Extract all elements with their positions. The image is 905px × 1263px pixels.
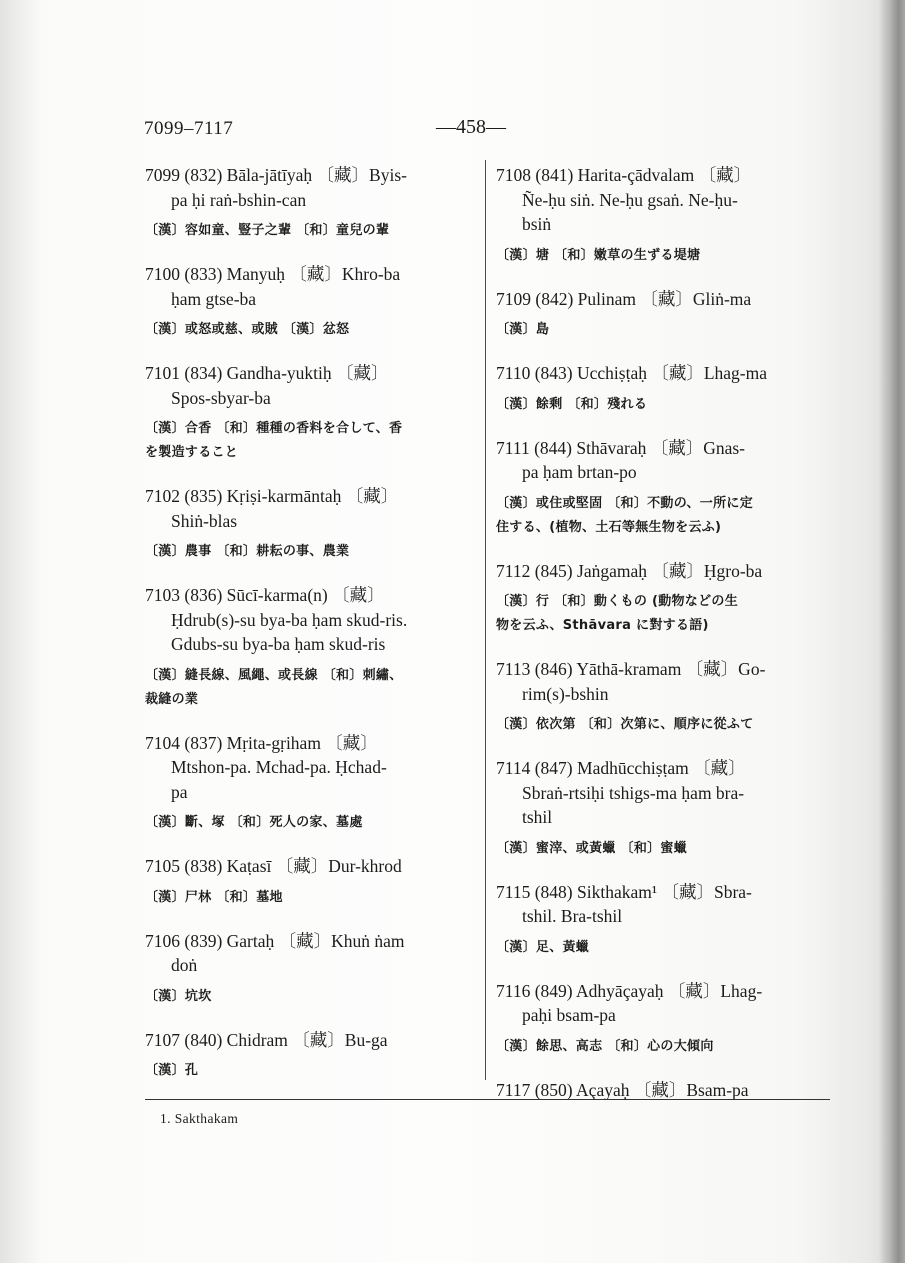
entry-continuation: rim(s)-bshin	[522, 683, 609, 704]
entry-continuation: Ḥdrub(s)-su bya-ba ḥam skud-ris.	[171, 609, 408, 630]
entry-translation: 〔漢〕餘思、高志 〔和〕心の大傾向	[496, 1038, 714, 1054]
dictionary-entry	[145, 163, 475, 242]
footnote-rule	[145, 1099, 830, 1100]
page-number: —458—	[436, 116, 506, 138]
entry-translation: 〔漢〕依次第 〔和〕次第に、順序に從ふて	[496, 717, 754, 732]
entry-headline: 7104 (837) Mṛita-gṛiham 〔藏〕	[145, 732, 378, 753]
entry-translation: を製造すること	[145, 445, 239, 460]
entry-translation: 物を云ふ、Sthāvara に對する語)	[496, 618, 709, 633]
entry-headline: 7100 (833) Manyuḥ 〔藏〕Khro-ba	[145, 264, 401, 284]
page-binding-shadow-left	[0, 0, 40, 1263]
entry-continuation: doṅ	[171, 955, 198, 975]
dictionary-entry	[145, 583, 475, 711]
right-column	[496, 163, 828, 1122]
entry-continuation: Ñe-ḥu siṅ. Ne-ḥu gsaṅ. Ne-ḥu-	[522, 189, 738, 210]
dictionary-entry	[145, 262, 475, 341]
entry-headline: 7106 (839) Gartaḥ 〔藏〕Khuṅ ṅam	[145, 930, 405, 951]
left-column	[145, 163, 475, 1102]
entry-continuation: pa ḥi raṅ-bshin-can	[171, 189, 307, 210]
entry-translation: 〔漢〕尸林 〔和〕墓地	[145, 889, 283, 905]
entry-translation: 〔漢〕或怒或慈、或賊 〔漢〕忿怒	[145, 322, 350, 337]
entry-continuation: ḥam gtse-ba	[171, 288, 257, 309]
entry-headline: 7102 (835) Kṛiṣi-karmāntaḥ 〔藏〕	[145, 486, 399, 506]
entry-translation: 〔漢〕農事 〔和〕耕耘の事、農業	[145, 544, 350, 559]
entry-continuation: tshil. Bra-tshil	[522, 906, 623, 926]
entry-headline: 7112 (845) Jaṅgamaḥ 〔藏〕Ḥgro-ba	[496, 560, 763, 581]
entry-headline: 7108 (841) Harita-çādvalam 〔藏〕	[496, 165, 752, 185]
entry-translation: 〔漢〕斷、塚 〔和〕死人の家、墓處	[145, 815, 363, 830]
entry-continuation: bsiṅ	[522, 214, 552, 234]
entry-translation: 〔漢〕坑坎	[145, 988, 212, 1004]
entry-translation: 〔漢〕合香 〔和〕種種の香料を合して、香	[145, 421, 403, 436]
column-divider	[485, 160, 486, 1080]
entry-headline: 7115 (848) Sikthakam¹ 〔藏〕Sbra-	[496, 881, 752, 902]
dictionary-entry	[496, 559, 828, 638]
entry-headline: 7105 (838) Kaṭasī 〔藏〕Dur-khrod	[145, 856, 402, 876]
dictionary-entry	[496, 880, 828, 959]
entry-translation: 〔漢〕足、黃蠟	[496, 939, 590, 955]
page-binding-shadow-right	[879, 0, 905, 1263]
entry-translation: 〔漢〕蜜滓、或黃蠟 〔和〕蜜蠟	[496, 840, 688, 856]
entry-headline: 7110 (843) Ucchiṣṭaḥ 〔藏〕Lhag-ma	[496, 363, 768, 383]
entry-headline: 7114 (847) Madhūcchiṣṭam 〔藏〕	[496, 758, 746, 778]
entry-headline: 7111 (844) Sthāvaraḥ 〔藏〕Gnas-	[496, 437, 745, 458]
entry-headline: 7109 (842) Pulinam 〔藏〕Gliṅ-ma	[496, 288, 752, 309]
entry-translation: 裁縫の業	[145, 691, 199, 707]
entry-headline: 7113 (846) Yāthā-kramam 〔藏〕Go-	[496, 659, 766, 679]
entry-continuation: paḥi bsam-pa	[522, 1005, 616, 1025]
entry-translation: 〔漢〕縫長線、風繩、或長線 〔和〕刺繡、	[145, 667, 403, 683]
footnote: 1. Sakthakam	[160, 1111, 239, 1126]
entry-continuation: pa	[171, 781, 188, 802]
dictionary-entry	[496, 756, 828, 860]
entry-translation: 〔漢〕容如童、豎子之輩 〔和〕童兒の輩	[145, 223, 390, 238]
entry-range: 7099–7117	[144, 118, 234, 139]
dictionary-entry	[496, 287, 828, 342]
dictionary-entry	[145, 854, 475, 909]
entry-headline: 7107 (840) Chidram 〔藏〕Bu-ga	[145, 1029, 388, 1050]
entry-translation: 〔漢〕餘剩 〔和〕殘れる	[496, 396, 648, 412]
entry-translation: 〔漢〕或住或堅固 〔和〕不動の、一所に定	[496, 495, 754, 511]
dictionary-entry	[496, 436, 828, 539]
entry-translation: 〔漢〕塘 〔和〕嫩草の生ずる堤塘	[496, 247, 701, 263]
entry-continuation: Mtshon-pa. Mchad-pa. Ḥchad-	[171, 757, 387, 777]
dictionary-entry	[496, 361, 828, 416]
entry-translation: 住する、(植物、土石等無生物を云ふ)	[496, 519, 722, 535]
entry-translation: 〔漢〕行 〔和〕動くもの (動物などの生	[496, 594, 738, 609]
entry-headline: 7101 (834) Gandha-yuktiḥ 〔藏〕	[145, 363, 389, 383]
entry-continuation: Spos-sbyar-ba	[171, 387, 271, 408]
entry-continuation: Gdubs-su bya-ba ḥam skud-ris	[171, 634, 386, 654]
entry-continuation: Shiṅ-blas	[171, 510, 238, 531]
dictionary-entry	[145, 731, 475, 835]
dictionary-entry	[496, 657, 828, 736]
entry-headline: 7103 (836) Sūcī-karma(n) 〔藏〕	[145, 585, 385, 605]
entry-translation: 〔漢〕島	[496, 322, 550, 337]
dictionary-entry	[145, 1028, 475, 1083]
dictionary-entry	[145, 929, 475, 1008]
dictionary-entry	[496, 163, 828, 267]
entry-continuation: tshil	[522, 807, 553, 827]
entry-translation: 〔漢〕孔	[145, 1063, 199, 1078]
dictionary-entry	[145, 484, 475, 563]
entry-headline: 7116 (849) Adhyāçayaḥ 〔藏〕Lhag-	[496, 980, 763, 1001]
page-header	[0, 113, 905, 143]
entry-headline: 7117 (850) Açayaḥ 〔藏〕Bsam-pa	[496, 1079, 749, 1100]
dictionary-entry	[496, 979, 828, 1058]
entry-continuation: pa ḥam brtan-po	[522, 462, 637, 482]
entry-continuation: Sbraṅ-rtsiḥi tshigs-ma ḥam bra-	[522, 782, 745, 803]
entry-headline: 7099 (832) Bāla-jātīyaḥ 〔藏〕Byis-	[145, 165, 407, 185]
dictionary-entry	[145, 361, 475, 464]
